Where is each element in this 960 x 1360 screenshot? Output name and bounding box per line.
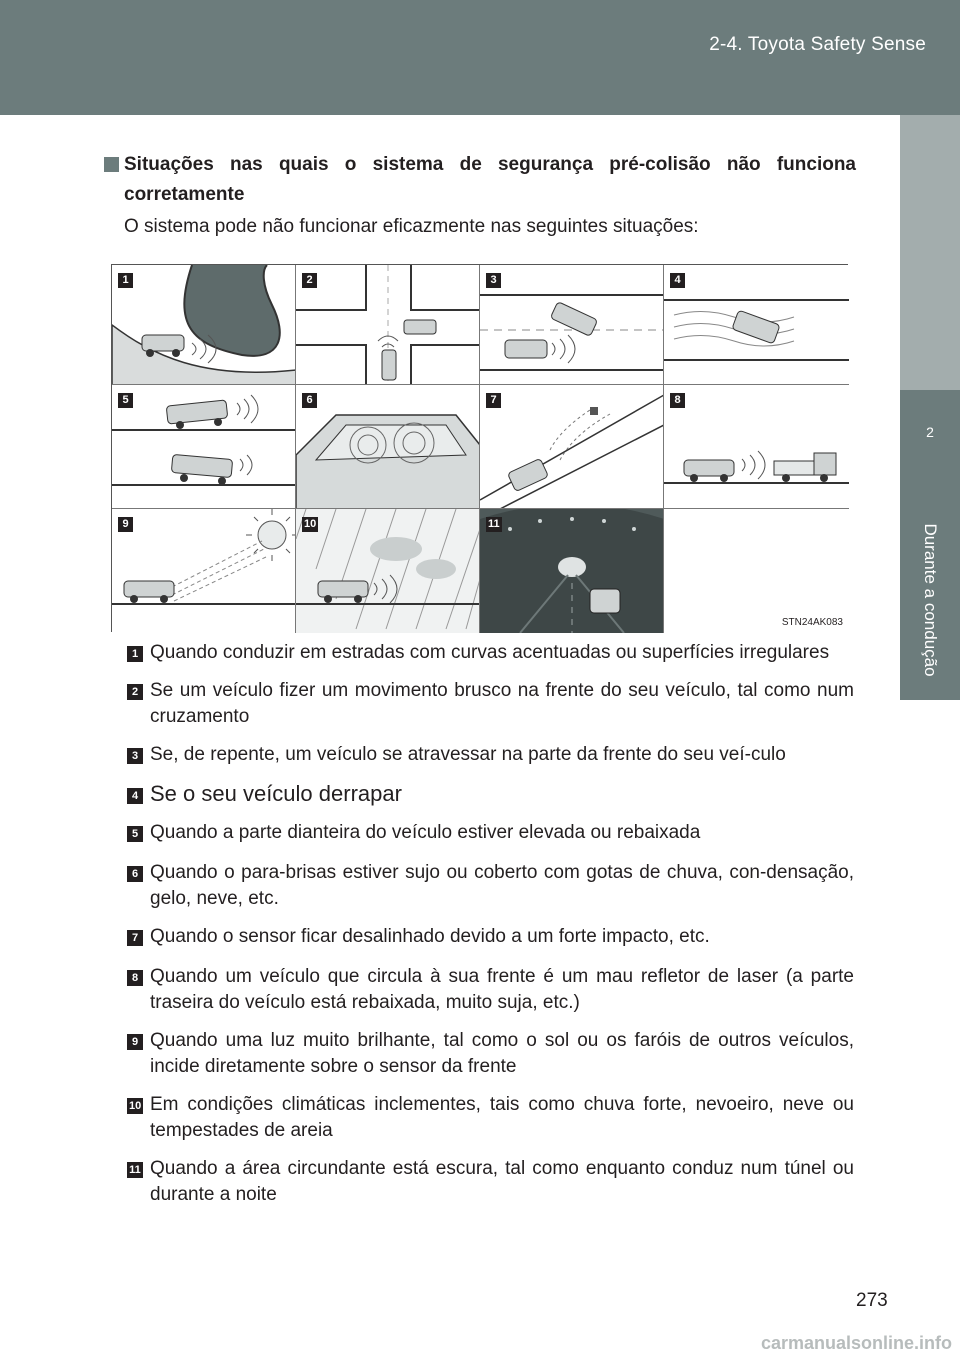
list-item [127,1156,854,1208]
bright-sun-icon [112,509,296,633]
illustration-cell-11 [480,509,664,633]
dirty-windshield-icon [296,385,480,509]
item-number-badge: 6 [127,866,143,882]
item-number-badge: 5 [127,826,143,842]
list-item [127,678,854,730]
illustration-panel [111,264,848,632]
illustration-cell-empty [664,509,849,633]
item-text: Quando um veículo que circula à sua frente é um mau refletor de laser (a parte traseira do veículo está rebaixada, muito suja, etc.) [150,966,854,1013]
page-number: 273 [856,1290,888,1311]
list-item [127,742,854,768]
dark-tunnel-icon [480,509,664,633]
illustration-label: 2 [302,273,317,288]
item-number-badge: 10 [129,1100,142,1112]
list-item [127,1092,854,1144]
illustration-cell-10 [296,509,480,633]
illustration-label: 4 [670,273,685,288]
list-item [127,964,854,1016]
item-number-badge: 11 [127,1162,143,1178]
item-text: Se, de repente, um veículo se atravessar na parte da frente do seu veí-culo [150,744,786,765]
illustration-label: 10 [304,518,317,530]
list-item [127,1028,854,1080]
item-text: Quando a área circundante está escura, tal como enquanto conduz num túnel ou durante a noite [150,1158,854,1205]
illustration-label: 11 [488,518,500,530]
item-text: Se o seu veículo derrapar [150,781,402,806]
list-item [127,860,854,912]
illustration-cell-9 [112,509,296,633]
item-text: Em condições climáticas inclementes, tais como chuva forte, nevoeiro, neve ou tempestades de areia [150,1094,854,1141]
item-text: Se um veículo fizer um movimento brusco na frente do seu veículo, tal como num cruzamento [150,680,854,727]
item-number-badge: 7 [127,930,143,946]
illustration-label: 5 [118,393,133,408]
illustration-cell-1 [112,265,296,385]
illustration-cell-4 [664,265,849,385]
section-title: 2-4. Toyota Safety Sense [709,34,926,55]
item-number-badge: 4 [127,788,143,804]
curved-road-icon [112,265,296,385]
heavy-rain-icon [296,509,480,633]
heading-text: Situações nas quais o sistema de segurança pré-colisão não funciona corretamente [124,154,856,205]
illustration-cell-3 [480,265,664,385]
chapter-number: 2 [926,424,934,440]
illustration-cell-2 [296,265,480,385]
item-text: Quando uma luz muito brilhante, tal como o sol ou os faróis de outros veículos, incide diretamente sobre o sensor da frente [150,1030,854,1077]
item-number-badge: 9 [127,1034,143,1050]
heading-square-icon [104,157,119,172]
chapter-label: Durante a condução [921,523,940,677]
illustration-cell-6 [296,385,480,509]
header-bar [0,0,960,115]
watermark: carmanualsonline.info [760,1333,952,1353]
illustration-cell-7 [480,385,664,509]
item-number-badge: 3 [127,748,143,764]
illustration-label: 9 [118,517,133,532]
item-number-badge: 2 [127,684,143,700]
item-text: Quando a parte dianteira do veículo estiver elevada ou rebaixada [150,822,701,843]
list-item [127,924,854,950]
cut-in-vehicle-icon [480,265,664,385]
illustration-label: 6 [302,393,317,408]
illustration-label: 3 [486,273,501,288]
illustration-cell-8 [664,385,849,509]
situation-list [127,640,854,1220]
raised-lowered-vehicle-icon [112,385,296,509]
item-text: Quando conduzir em estradas com curvas acentuadas ou superfícies irregulares [150,642,830,663]
intro-text: O sistema pode não funcionar eficazmente nas seguintes situações: [124,216,699,237]
item-text: Quando o sensor ficar desalinhado devido a um forte impacto, etc. [150,926,710,947]
intersection-icon [296,265,480,385]
list-item [127,780,854,808]
side-tab-light [900,115,960,390]
list-item [127,820,854,846]
illustration-label: 1 [118,273,133,288]
illustration-label: 8 [670,393,685,408]
misaligned-sensor-icon [480,385,664,509]
poor-reflector-vehicle-icon [664,385,849,509]
skidding-vehicle-icon [664,265,849,385]
section-heading [104,150,856,210]
item-number-badge: 1 [127,646,143,662]
item-text: Quando o para-brisas estiver sujo ou coberto com gotas de chuva, con-densação, gelo, neve, etc. [150,862,854,909]
illustration-cell-5 [112,385,296,509]
item-number-badge: 8 [127,970,143,986]
list-item [127,640,854,666]
illustration-label: 7 [486,393,501,408]
illustration-code: STN24AK083 [781,617,843,628]
